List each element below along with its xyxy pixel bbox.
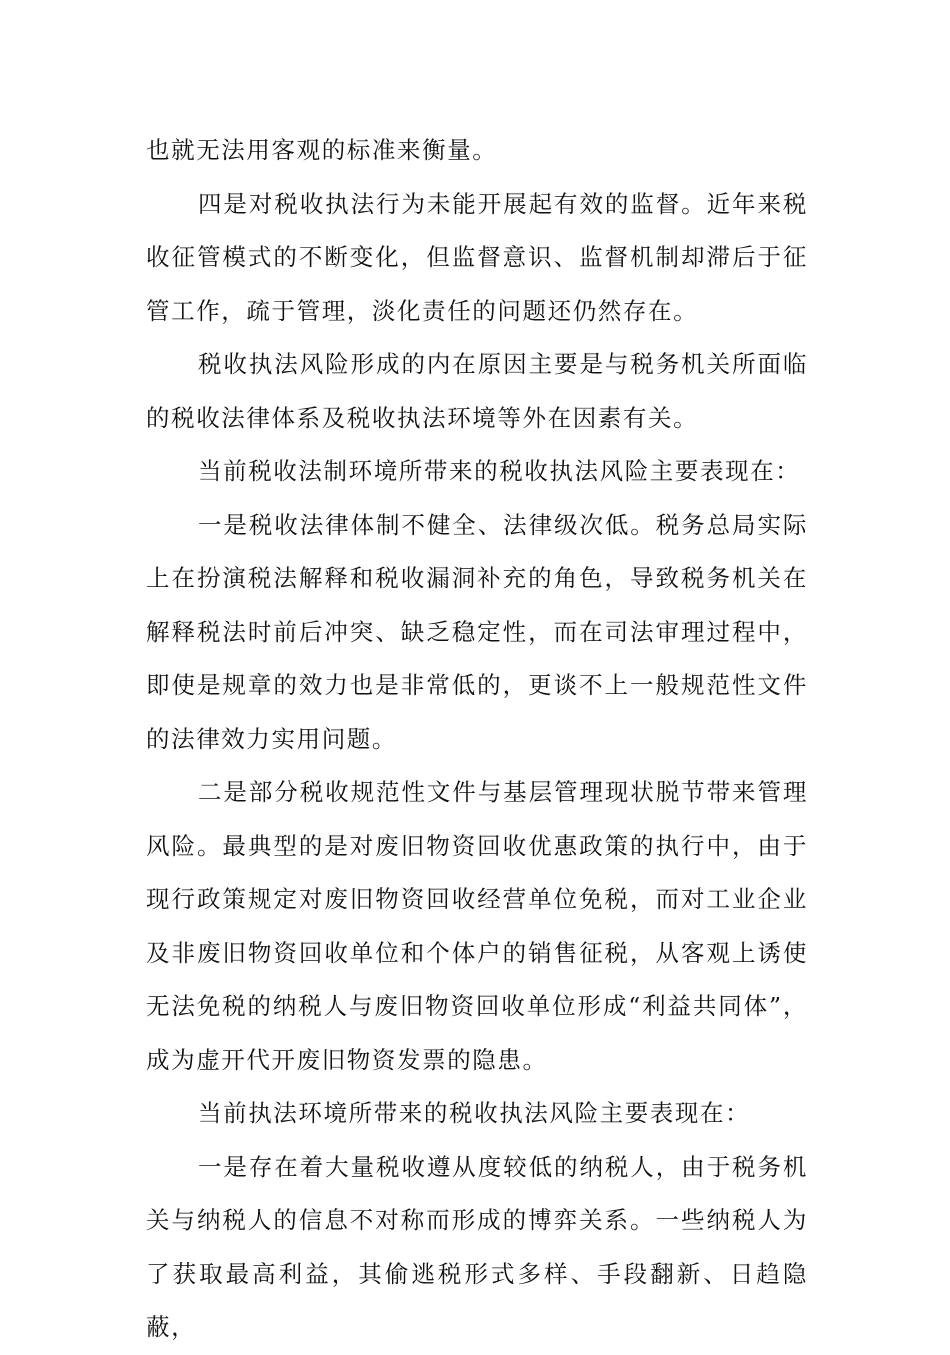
paragraph-5: 一是税收法律体制不健全、法律级次低。税务总局实际上在扮演税法解释和税收漏洞补充的角色，导致税务机关在解释税法时前后冲突、缺乏稳定性，而在司法审理过程中，即使是规章的效力也是非常低的，更谈不上一般规范性文件的法律效力实用问题。 [146, 510, 808, 753]
paragraph-1: 也就无法用客观的标准来衡量。 [146, 136, 498, 164]
paragraph-6: 二是部分税收规范性文件与基层管理现状脱节带来管理风险。最典型的是对废旧物资回收优惠政策的执行中，由于现行政策规定对废旧物资回收经营单位免税，而对工业企业及非废旧物资回收单位和个体户的销售征税，从客观上诱使无法免税的纳税人与废旧物资回收单位形成“利益共同体”，成为虚开代开废旧物资发票的隐患。 [146, 778, 808, 1074]
paragraph-8: 一是存在着大量税收遵从度较低的纳税人，由于税务机关与纳税人的信息不对称而形成的博弈关系。一些纳税人为了获取最高利益，其偷逃税形式多样、手段翻新、日趋隐蔽， [146, 1152, 808, 1341]
document-page [146, 124, 808, 1355]
paragraph-3: 税收执法风险形成的内在原因主要是与税务机关所面临的税收法律体系及税收执法环境等外在因素有关。 [146, 350, 808, 432]
paragraph-4: 当前税收法制环境所带来的税收执法风险主要表现在： [198, 457, 801, 485]
paragraph-7: 当前执法环境所带来的税收执法风险主要表现在： [198, 1099, 751, 1127]
paragraph-2: 四是对税收执法行为未能开展起有效的监督。近年来税收征管模式的不断变化，但监督意识、监督机制却滞后于征管工作，疏于管理，淡化责任的问题还仍然存在。 [146, 189, 808, 325]
